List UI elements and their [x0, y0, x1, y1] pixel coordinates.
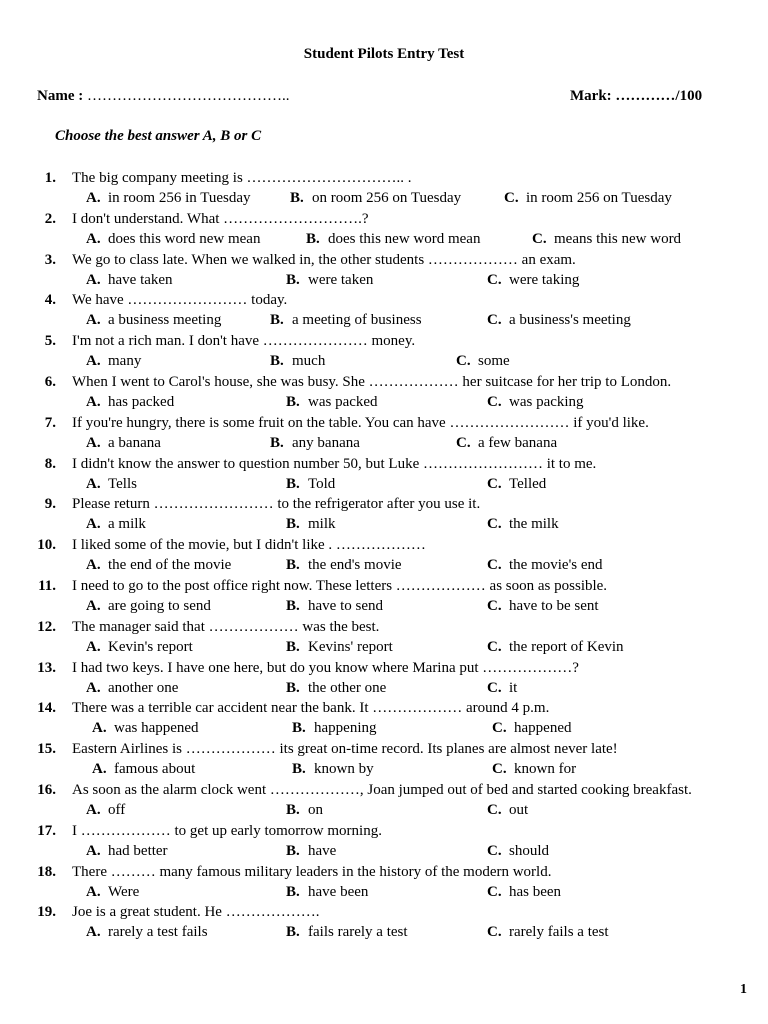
option-letter: B. [286, 924, 300, 941]
question-text: I'm not a rich man. I don't have ………………… money. [72, 333, 416, 350]
question-item [0, 413, 768, 454]
option-text: many [108, 353, 142, 370]
option-text: on [308, 801, 323, 818]
option-letter: B. [286, 801, 300, 818]
option-text: Kevins' report [308, 638, 393, 655]
question-number: 2. [44, 210, 56, 227]
option-text: was happened [114, 720, 199, 737]
option-letter: A. [86, 516, 101, 533]
option-c [487, 922, 609, 942]
option-a [86, 555, 231, 575]
option-c [487, 310, 631, 330]
question-number: 13. [37, 659, 56, 676]
option-text: Telled [509, 475, 547, 492]
option-letter: C. [532, 230, 547, 247]
test-title: Student Pilots Entry Test [303, 46, 465, 62]
option-b [286, 270, 373, 290]
option-c [532, 229, 681, 249]
option-letter: C. [456, 353, 471, 370]
question-item [0, 739, 768, 780]
question-number: 5. [44, 333, 56, 350]
option-letter: A. [86, 434, 101, 451]
option-a [86, 392, 174, 412]
option-text: was packed [308, 393, 378, 410]
question-item [0, 331, 768, 372]
option-text: rarely fails a test [509, 924, 609, 941]
option-text: should [509, 842, 550, 859]
option-letter: C. [487, 271, 502, 288]
question-number: 6. [44, 373, 56, 390]
option-b [270, 310, 422, 330]
option-b [292, 759, 374, 779]
question-text: Please return …………………… to the refrigerator after you use it. [72, 496, 481, 513]
question-text: The big company meeting is ………………………….. . [72, 170, 412, 186]
option-letter: A. [86, 475, 101, 492]
question-number: 10. [37, 537, 56, 554]
option-b [286, 596, 383, 616]
option-letter: C. [487, 516, 502, 533]
page-number: 1 [740, 982, 747, 997]
option-text: off [108, 801, 126, 818]
option-text: was packing [509, 393, 584, 410]
option-c [492, 718, 571, 738]
option-letter: A. [86, 842, 101, 859]
option-letter: A. [86, 638, 101, 655]
option-c [487, 637, 624, 657]
option-letter: C. [487, 393, 502, 410]
option-letter: B. [286, 516, 300, 533]
option-letter: B. [286, 842, 300, 859]
option-a [86, 188, 251, 208]
option-text: a few banana [478, 434, 558, 451]
option-letter: A. [86, 271, 101, 288]
mark-field [570, 88, 702, 105]
option-letter: C. [487, 638, 502, 655]
option-a [86, 433, 161, 453]
option-letter: B. [286, 679, 300, 696]
option-b [286, 555, 402, 575]
question-number: 16. [37, 781, 56, 798]
option-letter: C. [487, 801, 502, 818]
option-c [487, 514, 559, 534]
name-blank: ………………………………….. [86, 88, 290, 104]
option-letter: B. [292, 761, 306, 778]
option-letter: C. [456, 434, 471, 451]
question-list [0, 168, 768, 943]
option-letter: B. [286, 393, 300, 410]
option-letter: B. [286, 557, 300, 574]
option-text: the report of Kevin [509, 638, 624, 655]
option-text: in room 256 in Tuesday [108, 190, 251, 206]
option-text: famous about [114, 761, 196, 778]
option-text: were taken [308, 271, 374, 288]
option-text: a milk [108, 516, 146, 533]
question-text: I didn't know the answer to question number 50, but Luke …………………… it to me. [72, 455, 597, 472]
option-c [456, 433, 557, 453]
option-letter: A. [86, 883, 101, 900]
option-letter: B. [290, 190, 304, 206]
option-b [286, 392, 378, 412]
option-text: had better [108, 842, 168, 859]
option-text: Told [308, 475, 336, 492]
name-label: Name : [37, 88, 84, 104]
question-item [0, 576, 768, 617]
option-a [92, 759, 195, 779]
option-a [86, 922, 208, 942]
option-text: a banana [108, 434, 161, 451]
option-text: were taking [509, 271, 580, 288]
question-number: 3. [44, 251, 56, 268]
option-text: Kevin's report [108, 638, 193, 655]
option-c [487, 678, 517, 698]
option-text: have taken [108, 271, 173, 288]
option-a [86, 800, 125, 820]
option-letter: A. [86, 924, 101, 941]
question-number: 15. [37, 741, 56, 758]
option-c [487, 596, 599, 616]
question-number: 4. [44, 292, 56, 309]
option-letter: B. [286, 271, 300, 288]
option-text: on room 256 on Tuesday [312, 190, 462, 206]
option-text: have to send [308, 597, 383, 614]
option-a [86, 841, 168, 861]
option-c [487, 392, 584, 412]
option-b [292, 718, 376, 738]
option-b [286, 637, 393, 657]
option-letter: A. [86, 801, 101, 818]
option-text: happened [514, 720, 572, 737]
question-number: 14. [37, 700, 56, 717]
question-number: 17. [37, 822, 56, 839]
option-text: a meeting of business [292, 312, 422, 329]
option-letter: A. [86, 230, 101, 247]
question-text: When I went to Carol's house, she was busy. She ……………… her suitcase for her trip to London. [72, 373, 672, 390]
question-item [0, 454, 768, 495]
question-item [0, 902, 768, 943]
option-a [86, 596, 211, 616]
question-item [0, 168, 768, 209]
option-c [456, 351, 510, 371]
option-letter: C. [487, 475, 502, 492]
name-field [37, 88, 289, 105]
option-letter: C. [492, 720, 507, 737]
question-text: I liked some of the movie, but I didn't like . ……………… [72, 537, 426, 554]
option-b [290, 188, 461, 208]
option-b [286, 922, 408, 942]
option-c [487, 882, 561, 902]
option-letter: B. [270, 312, 284, 329]
option-text: Tells [108, 475, 137, 492]
question-item [0, 290, 768, 331]
question-text: I ……………… to get up early tomorrow morning. [72, 822, 382, 839]
question-text: If you're hungry, there is some fruit on the table. You can have …………………… if you'd like. [72, 414, 649, 431]
option-letter: B. [286, 475, 300, 492]
option-b [286, 514, 336, 534]
option-c [487, 474, 546, 494]
option-c [487, 800, 528, 820]
option-c [487, 555, 603, 575]
option-text: happening [314, 720, 377, 737]
option-text: the end of the movie [108, 557, 232, 574]
option-letter: A. [86, 557, 101, 574]
question-number: 7. [44, 414, 56, 431]
option-b [286, 841, 336, 861]
question-item [0, 209, 768, 250]
option-text: much [292, 353, 326, 370]
question-text: There was a terrible car accident near the bank. It ……………… around 4 p.m. [72, 700, 550, 717]
option-text: a business meeting [108, 312, 222, 329]
option-letter: C. [504, 190, 519, 206]
option-text: in room 256 on Tuesday [526, 190, 672, 206]
option-text: it [509, 679, 518, 696]
option-b [286, 678, 386, 698]
option-letter: B. [270, 353, 284, 370]
option-a [86, 514, 146, 534]
option-letter: A. [86, 190, 101, 206]
option-text: out [509, 801, 529, 818]
option-text: the milk [509, 516, 559, 533]
option-letter: B. [292, 720, 306, 737]
option-letter: A. [86, 312, 101, 329]
option-letter: B. [286, 883, 300, 900]
option-text: have [308, 842, 337, 859]
option-letter: A. [86, 597, 101, 614]
option-text: does this new word mean [328, 230, 481, 247]
option-b [270, 433, 360, 453]
option-letter: C. [487, 842, 502, 859]
option-text: rarely a test fails [108, 924, 208, 941]
question-text: I don't understand. What ……………………….? [72, 210, 369, 227]
question-text: As soon as the alarm clock went ………………, Joan jumped out of bed and started cooking breakfast. [72, 781, 692, 798]
question-number: 11. [38, 577, 56, 594]
question-item [0, 821, 768, 862]
option-letter: A. [92, 761, 107, 778]
question-number: 9. [44, 496, 56, 513]
question-number: 8. [44, 455, 56, 472]
option-text: has been [509, 883, 562, 900]
option-b [286, 474, 335, 494]
option-c [504, 188, 672, 208]
option-text: any banana [292, 434, 360, 451]
option-letter: A. [86, 353, 101, 370]
option-a [86, 637, 193, 657]
option-letter: C. [487, 883, 502, 900]
option-a [86, 474, 137, 494]
option-a [92, 718, 199, 738]
option-c [492, 759, 576, 779]
option-text: a business's meeting [509, 312, 631, 329]
question-text: We have …………………… today. [72, 292, 288, 309]
option-text: the other one [308, 679, 387, 696]
question-item [0, 780, 768, 821]
question-item [0, 535, 768, 576]
option-text: another one [108, 679, 179, 696]
option-text: have been [308, 883, 369, 900]
question-text: The manager said that ……………… was the best. [72, 618, 380, 635]
option-letter: C. [487, 679, 502, 696]
option-text: are going to send [108, 597, 211, 614]
question-item [0, 658, 768, 699]
option-letter: A. [92, 720, 107, 737]
question-number: 18. [37, 863, 56, 880]
question-item [0, 617, 768, 658]
option-text: some [478, 353, 510, 370]
option-text: the movie's end [509, 557, 603, 574]
question-text: I had two keys. I have one here, but do you know where Marina put ………………? [72, 659, 579, 676]
option-a [86, 882, 139, 902]
option-b [286, 800, 323, 820]
question-item [0, 862, 768, 903]
option-b [270, 351, 325, 371]
option-b [286, 882, 368, 902]
option-a [86, 351, 141, 371]
question-text: Eastern Airlines is ……………… its great on-time record. Its planes are almost never late! [72, 741, 618, 758]
option-text: fails rarely a test [308, 924, 408, 941]
option-text: known for [514, 761, 577, 778]
option-c [487, 841, 549, 861]
option-letter: C. [487, 312, 502, 329]
option-text: milk [308, 516, 336, 533]
mark-value: …………/100 [615, 88, 703, 104]
question-number: 12. [37, 618, 56, 635]
option-c [487, 270, 579, 290]
option-letter: A. [86, 679, 101, 696]
question-item [0, 698, 768, 739]
option-text: Were [108, 883, 140, 900]
option-letter: B. [286, 597, 300, 614]
option-letter: C. [487, 597, 502, 614]
question-text: We go to class late. When we walked in, the other students ……………… an exam. [72, 251, 576, 268]
option-letter: C. [487, 557, 502, 574]
option-letter: C. [487, 924, 502, 941]
question-text: There ……… many famous military leaders in the history of the modern world. [72, 863, 552, 880]
option-text: means this new word [554, 230, 682, 247]
question-number: 1. [44, 170, 56, 186]
option-letter: B. [270, 434, 284, 451]
mark-label: Mark: [570, 88, 612, 104]
option-a [86, 678, 178, 698]
question-number: 19. [37, 904, 56, 921]
option-b [306, 229, 480, 249]
option-letter: B. [286, 638, 300, 655]
option-letter: A. [86, 393, 101, 410]
option-text: has packed [108, 393, 175, 410]
option-a [86, 270, 173, 290]
question-item [0, 250, 768, 291]
option-text: known by [314, 761, 374, 778]
option-letter: B. [306, 230, 320, 247]
option-text: does this word new mean [108, 230, 261, 247]
question-item [0, 372, 768, 413]
option-a [86, 229, 260, 249]
question-text: I need to go to the post office right now. These letters ……………… as soon as possible. [72, 577, 608, 594]
question-text: Joe is a great student. He ………………. [72, 904, 320, 921]
option-text: have to be sent [509, 597, 599, 614]
question-item [0, 494, 768, 535]
option-a [86, 310, 221, 330]
option-letter: C. [492, 761, 507, 778]
option-text: the end's movie [308, 557, 402, 574]
instruction: Choose the best answer A, B or C [55, 128, 262, 144]
